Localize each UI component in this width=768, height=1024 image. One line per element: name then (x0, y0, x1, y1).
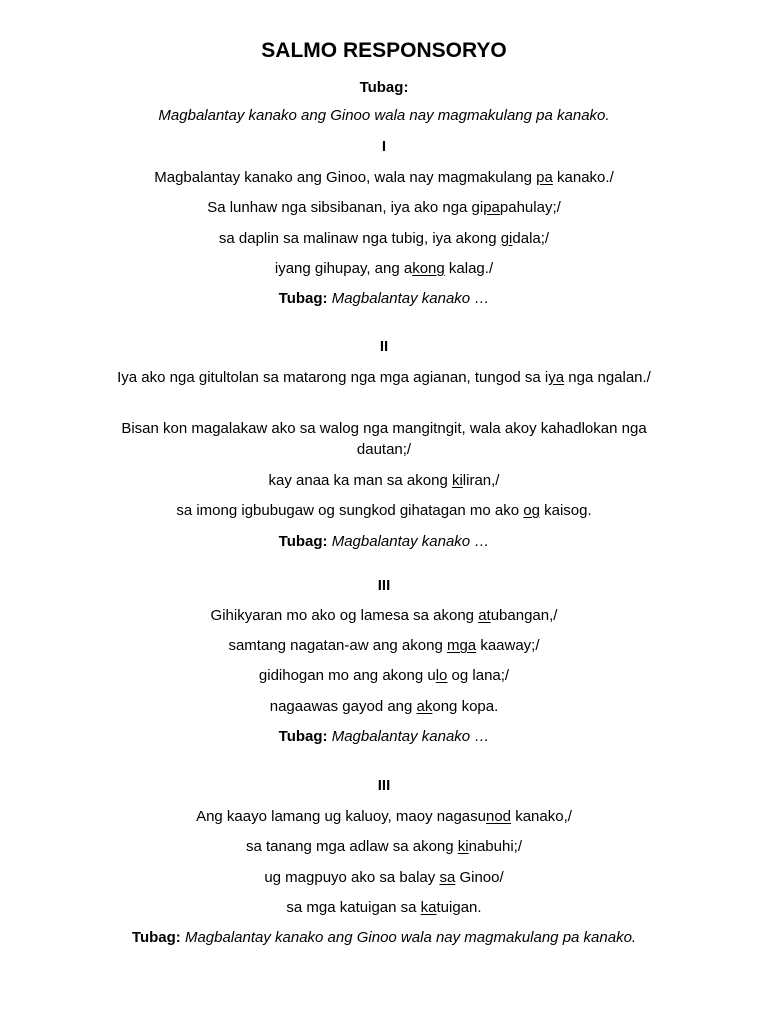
stanza-line: Gihikyaran mo ako og lamesa sa akong atubangan,/ (210, 607, 558, 624)
stanza-line: Sa lunhaw nga sibsibanan, iya ako nga gipapahulay;/ (207, 199, 561, 216)
stanza-numeral: I (381, 138, 387, 155)
refrain: Tubag: Magbalantay kanako … (278, 290, 490, 307)
stanza-line: sa tanang mga adlaw sa akong kinabuhi;/ (245, 838, 523, 855)
stanza-line: sa daplin sa malinaw nga tubig, iya akong gidala;/ (218, 230, 550, 247)
stanza-line: Magbalantay kanako ang Ginoo, wala nay magmakulang pa kanako./ (154, 169, 614, 186)
page-title: SALMO RESPONSORYO (261, 39, 507, 62)
stanza-line: Iya ako nga gitultolan sa matarong nga mga agianan, tungod sa iya nga ngalan./ (117, 369, 651, 386)
stanza-numeral: III (377, 577, 391, 594)
stanza-line: sa mga katuigan sa katuigan. (286, 899, 482, 916)
stanza-line: iyang gihupay, ang akong kalag./ (274, 260, 494, 277)
refrain-full: Tubag: Magbalantay kanako ang Ginoo wala nay magmakulang pa kanako. (131, 929, 637, 946)
stanza-numeral: III (377, 777, 391, 794)
stanza-numeral: II (379, 338, 389, 355)
stanza-line: Ang kaayo lamang ug kaluoy, maoy nagasunod kanako,/ (196, 808, 572, 825)
stanza-line: Bisan kon magalakaw ako sa walog nga mangitngit, wala akoy kahadlokan nga dautan;/ (121, 420, 647, 458)
response-text: Magbalantay kanako ang Ginoo wala nay magmakulang pa kanako. (158, 107, 610, 124)
stanza-line: kay anaa ka man sa akong kiliran,/ (268, 472, 500, 489)
stanza-line: nagaawas gayod ang akong kopa. (269, 698, 499, 715)
response-label: Tubag: (359, 79, 409, 96)
stanza-line: gidihogan mo ang akong ulo og lana;/ (258, 667, 510, 684)
stanza-line: sa imong igbubugaw og sungkod gihatagan mo ako og kaisog. (176, 502, 592, 519)
refrain: Tubag: Magbalantay kanako … (278, 728, 490, 745)
stanza-line: samtang nagatan-aw ang akong mga kaaway;/ (228, 637, 540, 654)
refrain: Tubag: Magbalantay kanako … (278, 533, 490, 550)
stanza-line: ug magpuyo ako sa balay sa Ginoo/ (264, 869, 504, 886)
